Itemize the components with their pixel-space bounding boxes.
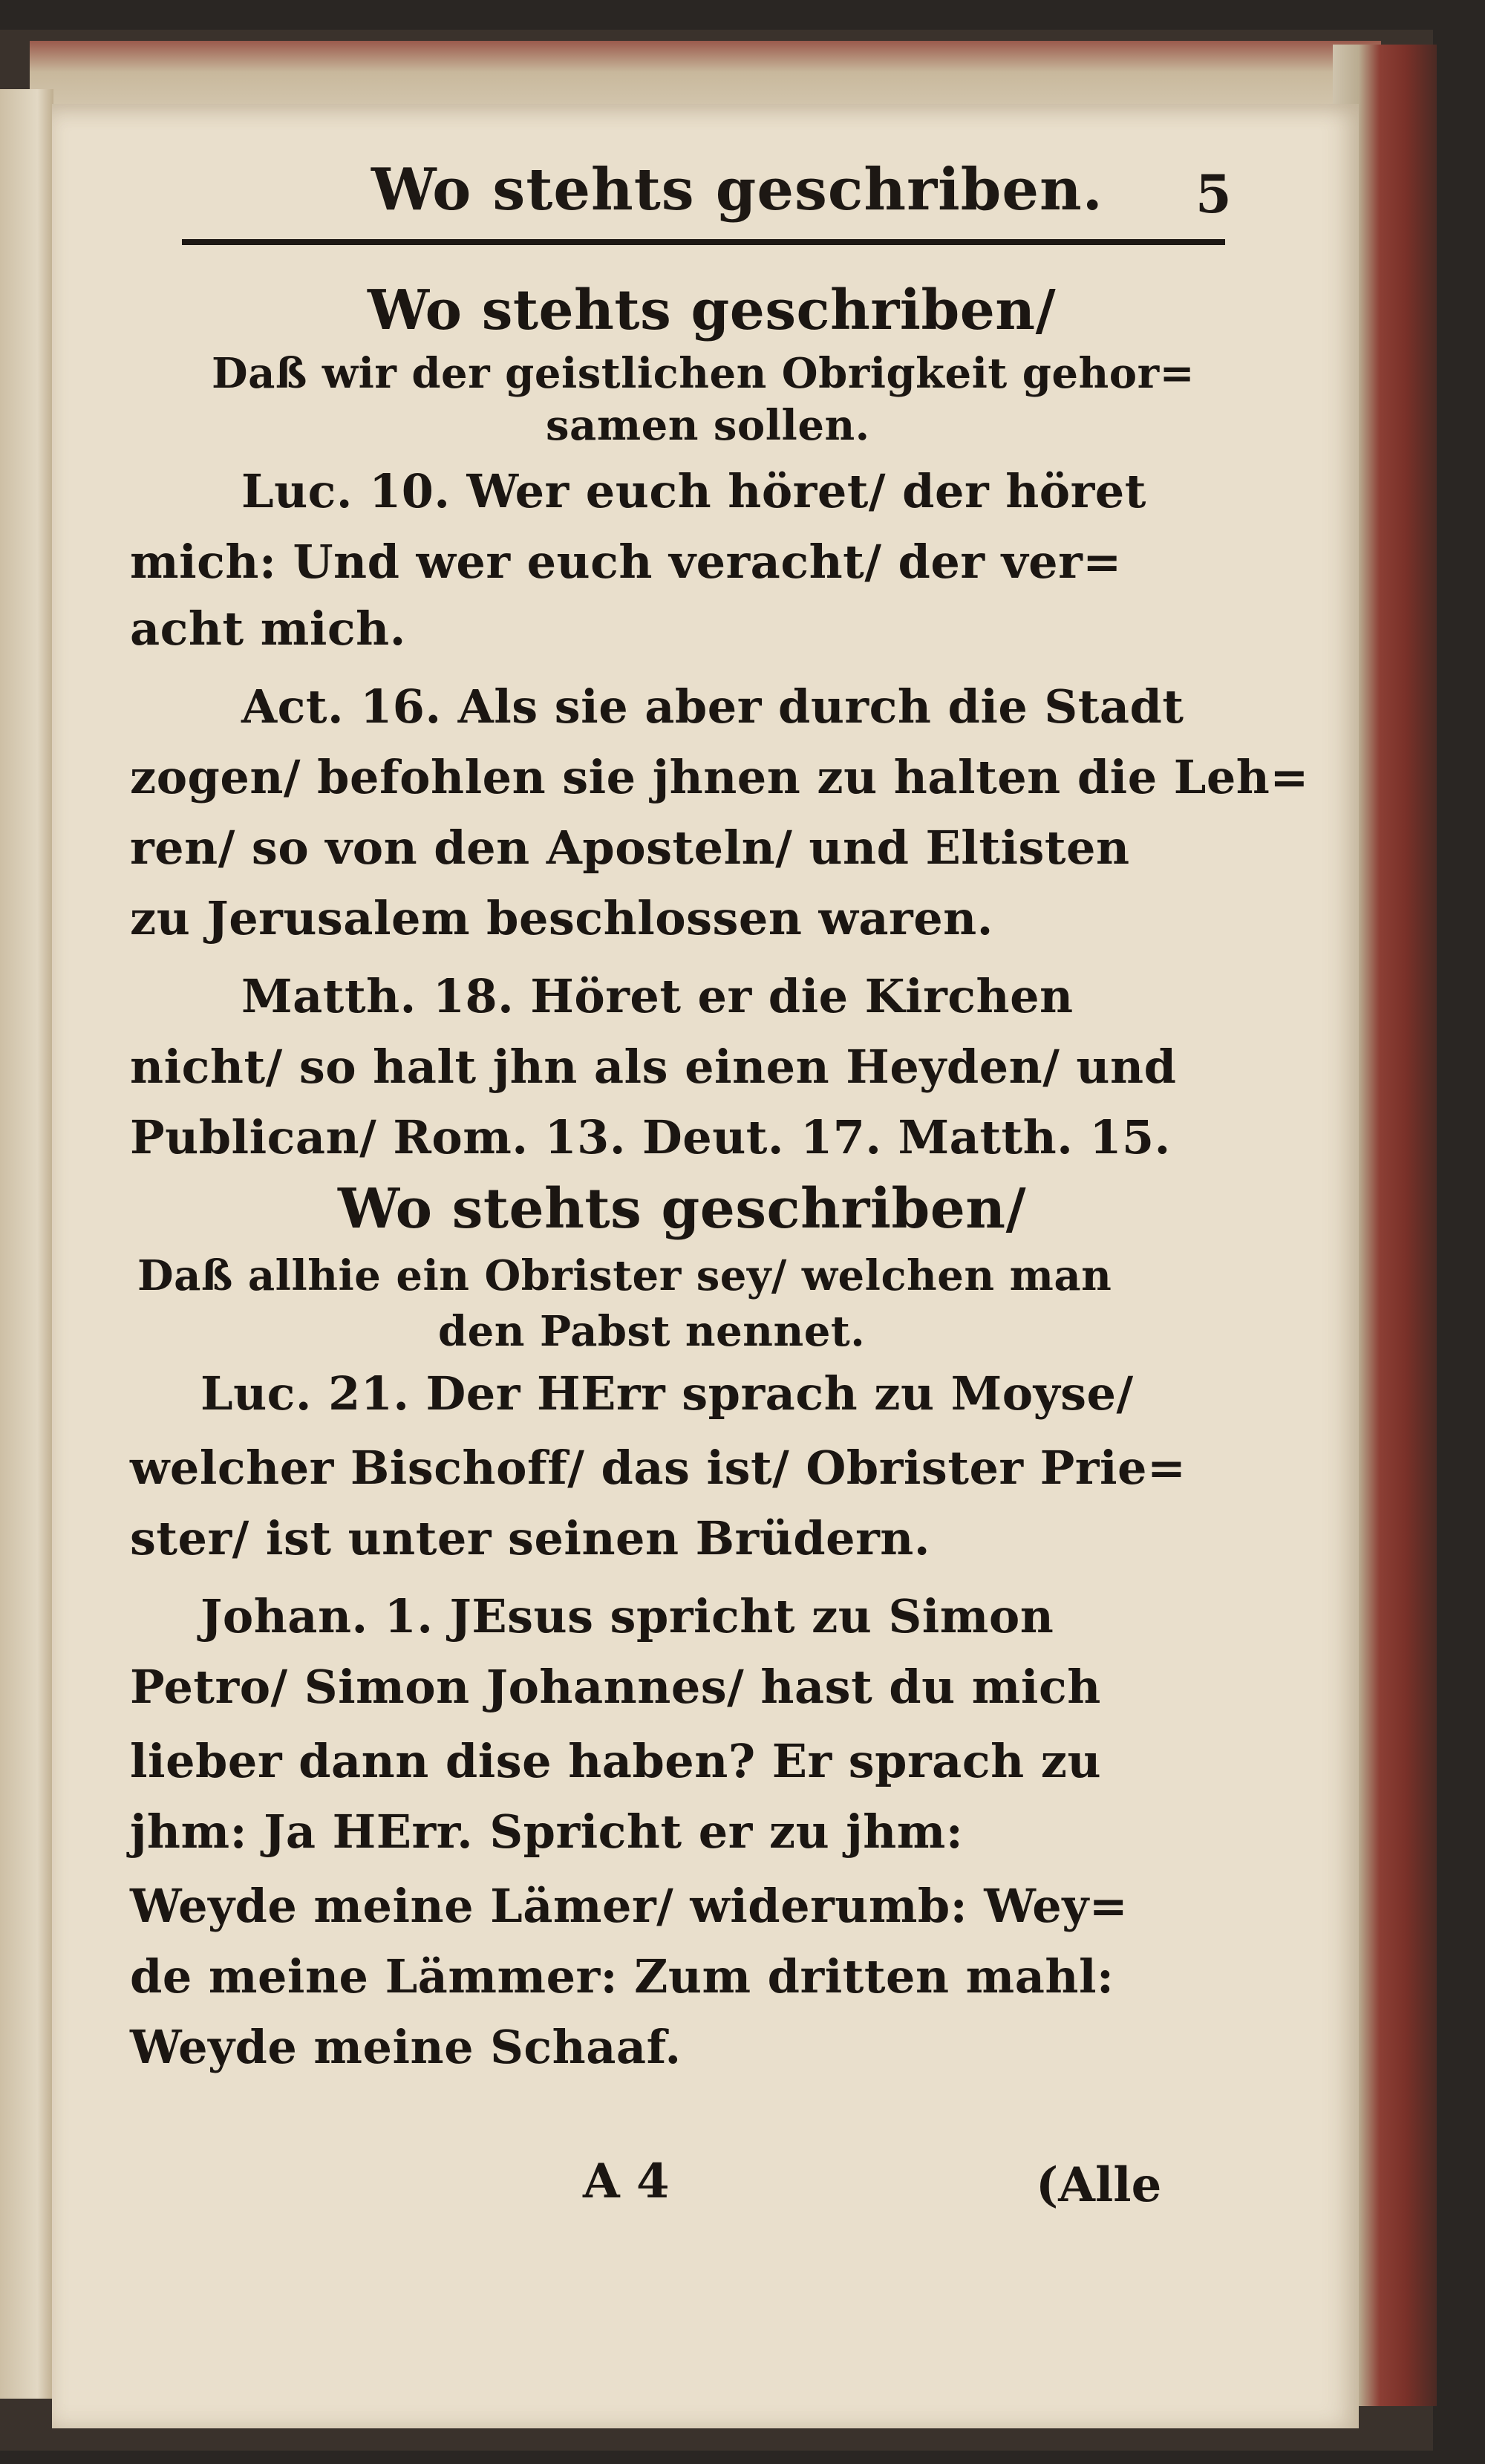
facing-page-edge [0, 89, 53, 2399]
page-header [134, 156, 1247, 238]
text-line: jhm: Ja HErr. Spricht er zu jhm: [130, 1805, 964, 1859]
header-rule [182, 239, 1225, 245]
text-line: Publican/ Rom. 13. Deut. 17. Matth. 15. [130, 1110, 1171, 1164]
section-subheading: samen sollen. [546, 401, 870, 450]
section-heading: Wo stehts geschriben/ [368, 278, 1057, 342]
text-line: mich: Und wer euch veracht/ der ver= [130, 535, 1122, 589]
catchword: (Alle [1036, 2157, 1162, 2213]
signature-mark: A 4 [583, 2154, 670, 2209]
text-line: de meine Lämmer: Zum dritten mahl: [130, 1949, 1114, 2004]
text-line: Luc. 21. Der HErr sprach zu Moyse/ [200, 1366, 1134, 1421]
text-line: Matth. 18. Höret er die Kirchen [241, 969, 1074, 1023]
section-subheading: Daß wir der geistlichen Obrigkeit gehor= [212, 349, 1195, 398]
text-line: Johan. 1. JEsus spricht zu Simon [200, 1589, 1054, 1643]
text-line: ster/ ist unter seinen Brüdern. [130, 1511, 930, 1565]
text-line: Act. 16. Als sie aber durch die Stadt [241, 679, 1184, 734]
text-line: Luc. 10. Wer euch höret/ der höret [241, 464, 1146, 518]
section-subheading: den Pabst nennet. [438, 1307, 866, 1356]
running-head: Wo stehts geschriben. [371, 156, 1103, 224]
section-subheading: Daß allhie ein Obrister sey/ welchen man [137, 1251, 1112, 1300]
text-line: nicht/ so halt jhn als einen Heyden/ und [130, 1040, 1177, 1094]
text-line: Weyde meine Schaaf. [130, 2020, 682, 2074]
text-line: lieber dann dise haben? Er sprach zu [130, 1734, 1102, 1788]
text-line: Weyde meine Lämer/ widerumb: Wey= [130, 1879, 1129, 1933]
section-heading: Wo stehts geschriben/ [338, 1177, 1027, 1241]
text-line: zogen/ befohlen sie jhnen zu halten die Leh= [130, 750, 1309, 804]
text-line: ren/ so von den Aposteln/ und Eltisten [130, 821, 1130, 875]
text-line: Petro/ Simon Johannes/ hast du mich [130, 1660, 1101, 1714]
text-line: welcher Bischoff/ das ist/ Obrister Prie= [130, 1441, 1187, 1495]
page-number: 5 [1195, 163, 1232, 225]
text-line: zu Jerusalem beschlossen waren. [130, 891, 993, 945]
text-line: acht mich. [130, 602, 406, 656]
